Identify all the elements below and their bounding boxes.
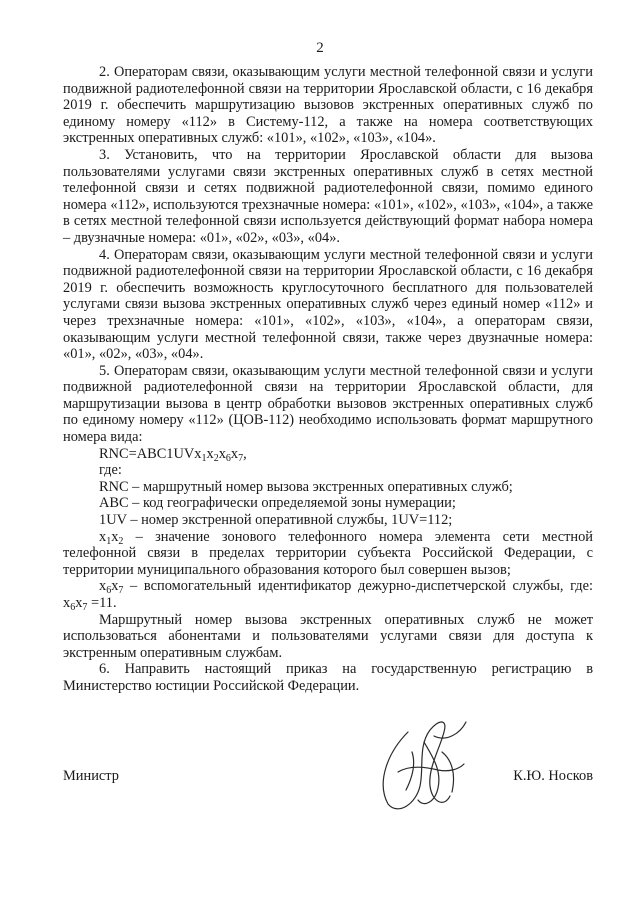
definition-text: =11. <box>87 595 117 611</box>
variable: x <box>111 528 119 545</box>
signature-icon <box>368 712 480 816</box>
definition-abc: ABC – код географически определяемой зоны нумерации; <box>99 495 456 512</box>
variable-subscript: 7 <box>118 585 124 597</box>
page-number: 2 <box>316 40 324 56</box>
paragraph-5: 5. Операторам связи, оказывающим услуги местной телефонной связи и услуги подвижной радиотелефонной связи на территории Ярославской области, для маршрутизации вызова в центр обработки вызовов экстренных оперативных служб по единому номеру «112» (ЦОВ-112) необходимо использовать формат маршрутного номера вида: <box>63 362 593 446</box>
formula-subscript: 2 <box>213 452 219 464</box>
formula-part: , <box>243 445 247 462</box>
variable-subscript: 7 <box>82 602 88 613</box>
formula-part: x <box>230 445 239 462</box>
definition-x1x2 <box>63 529 593 579</box>
routing-number-formula <box>99 446 593 463</box>
paragraph-routing-note: Маршрутный номер вызова экстренных оперативных служб не может использоваться абонентами и пользователями услугами связи для доступа к экстренным оперативным службам. <box>63 611 593 661</box>
variable: x <box>99 578 107 595</box>
where-label: где: <box>99 462 122 479</box>
variable: x <box>111 578 119 595</box>
definition-text: – вспомогательный идентификатор дежурно-диспетчерской службы, где: x <box>63 578 593 611</box>
variable-subscript: 1 <box>106 535 112 547</box>
formula-part: RNC=ABC1UVx <box>99 445 202 462</box>
definition-1uv: 1UV – номер экстренной оперативной службы, 1UV=112; <box>99 512 453 529</box>
paragraph-6: 6. Направить настоящий приказ на государственную регистрацию в Министерство юстиции Российской Федерации. <box>63 661 593 694</box>
formula-part: x <box>218 445 226 462</box>
variable: x <box>99 528 107 545</box>
signatory-position: Министр <box>63 768 119 784</box>
formula-subscript: 6 <box>225 452 231 464</box>
variable-subscript: 2 <box>118 535 124 547</box>
definition-text: – значение зонового телефонного номера элемента сети местной телефонной связи в пределах территории субъекта Российской Федерации, с территории муниципального образования которого был совершен вызов; <box>63 528 593 578</box>
paragraph-4: 4. Операторам связи, оказывающим услуги местной телефонной связи и услуги подвижной радиотелефонной связи на территории Ярославской области, с 16 декабря 2019 г. обеспечить возможность круглосуточного бесплатного для пользователей услугами связи вызова экстренных оперативных служб через единый номер «112» и через трехзначные номера: «101», «102», «103», «104», а операторам связи, оказывающим услуги местной телефонной связи, также через двузначные номера: «01», «02», «03», «04». <box>63 246 593 363</box>
paragraph-2: 2. Операторам связи, оказывающим услуги местной телефонной связи и услуги подвижной радиотелефонной связи на территории Ярославской области, с 16 декабря 2019 г. обеспечить маршрутизацию вызовов экстренных оперативных служб по единому номеру «112» в Систему-112, а также на номера соответствующих экстренных оперативных служб: «101», «102», «103», «104». <box>63 64 593 147</box>
variable: x <box>75 595 83 611</box>
definition-x6x7 <box>63 578 593 611</box>
signature-block <box>63 768 593 790</box>
formula-subscript: 7 <box>238 452 244 464</box>
variable-subscript: 6 <box>70 602 76 613</box>
signatory-name: К.Ю. Носков <box>513 768 593 784</box>
definition-rnc: RNC – маршрутный номер вызова экстренных оперативных служб; <box>99 478 513 495</box>
paragraph-3: 3. Установить, что на территории Ярославской области для вызова пользователями услугами связи экстренных оперативных служб в сетях местной телефонной связи и сетях подвижной радиотелефонной связи, помимо единого номера «112», используются трехзначные номера: «101», «102», «103», «104», а также в сетях местной телефонной связи используется действующий формат набора номера – двузначные номера: «01», «02», «03», «04». <box>63 146 593 246</box>
document-body <box>63 64 593 695</box>
variable-subscript: 6 <box>106 585 112 597</box>
formula-subscript: 1 <box>201 452 207 464</box>
formula-part: x <box>206 445 214 462</box>
